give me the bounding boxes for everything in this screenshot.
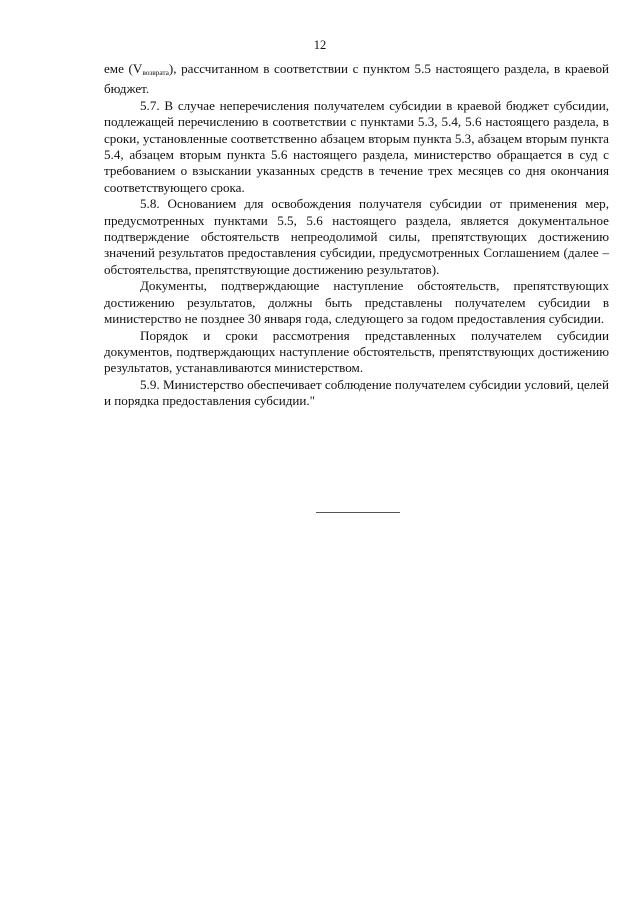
end-divider bbox=[316, 512, 400, 513]
paragraph-documents: Документы, подтверждающие наступление обстоятельств, препятствующих достижению результатов, должны быть представлены получателем субсидии в министерство не позднее 30 января года, следующего за годом предоставления субсидии. bbox=[104, 278, 609, 327]
page-number: 12 bbox=[313, 38, 327, 52]
paragraph-text-after-variable: ), рассчитанном в соответствии с пунктом 5.5 настоящего раздела, в краевой бюджет. bbox=[104, 61, 610, 97]
variable-subscript: возврата bbox=[142, 68, 169, 77]
paragraph-procedure: Порядок и сроки рассмотрения представленных получателем субсидии документов, подтверждающих наступление обстоятельств, препятствующих достижению результатов, устанавливаются министерством. bbox=[104, 327, 609, 376]
paragraph-5-7: 5.7. В случае неперечисления получателем субсидии в краевой бюджет субсидии, подлежащей перечислению в соответствии с пунктами 5.3, 5.4, 5.6 настоящего раздела, в сроки, установленные соответственно абзацем вторым пункта 5.3, абзацем вторым пункта 5.4, абзацем вторым пункта 5.6 настоящего раздела, министерство обращается в суд с требованием о взыскании указанных средств в течение трех месяцев со дня окончания соответствующего срока. bbox=[104, 97, 609, 195]
paragraph-5-9: 5.9. Министерство обеспечивает соблюдение получателем субсидии условий, целей и порядка предоставления субсидии." bbox=[104, 376, 609, 409]
paragraph-continuation bbox=[104, 61, 609, 98]
paragraph-text-before-variable: еме (V bbox=[104, 61, 143, 76]
paragraph-5-8: 5.8. Основанием для освобождения получателя субсидии от применения мер, предусмотренных пунктами 5.5, 5.6 настоящего раздела, является документальное подтверждение обстоятельств непреодолимой силы, препятствующих достижению значений результатов предоставления субсидии, предусмотренных Соглашением (далее – обстоятельства, препятствующие достижению результатов). bbox=[104, 196, 609, 277]
document-body bbox=[104, 61, 609, 410]
